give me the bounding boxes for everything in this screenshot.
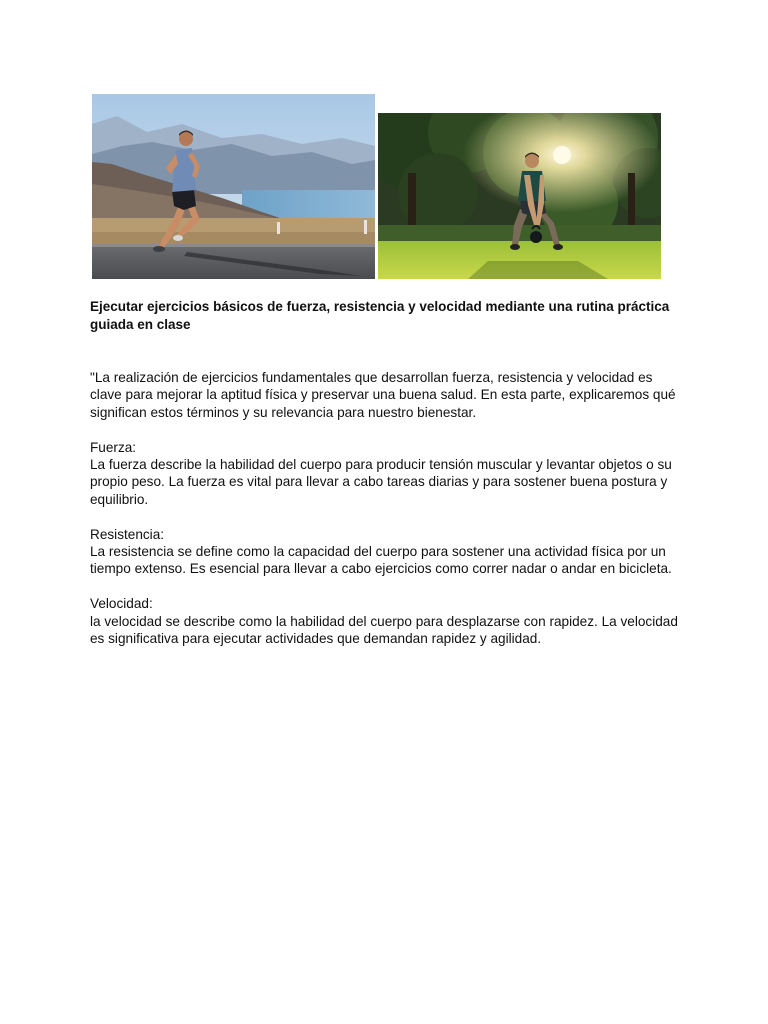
section-heading: Velocidad:	[90, 596, 153, 612]
kettlebell-photo	[378, 113, 661, 279]
document-title: Ejecutar ejercicios básicos de fuerza, resistencia y velocidad mediante una rutina práctica guiada en clase	[90, 299, 670, 332]
section-fuerza	[90, 439, 685, 509]
intro-paragraph: "La realización de ejercicios fundamentales que desarrollan fuerza, resistencia y velocidad es clave para mejorar la aptitud física y preservar una buena salud. En esta parte, explicaremos qué significan estos términos y su relevancia para nuestro bienestar.	[90, 370, 676, 420]
section-resistencia	[90, 526, 685, 578]
section-velocidad	[90, 595, 685, 647]
section-text: La fuerza describe la habilidad del cuerpo para producir tensión muscular y levantar objetos o su propio peso. La fuerza es vital para llevar a cabo tareas diarias y para sostener buena postura y equilibrio.	[90, 457, 672, 507]
document-body	[90, 369, 685, 665]
section-text: La resistencia se define como la capacidad del cuerpo para sostener una actividad física por un tiempo extenso. Es esencial para llevar a cabo ejercicios como correr nadar o andar en bicicleta.	[90, 544, 672, 577]
section-heading: Resistencia:	[90, 526, 165, 542]
section-heading: Fuerza:	[90, 439, 137, 455]
section-text: la velocidad se describe como la habilidad del cuerpo para desplazarse con rapidez. La velocidad es significativa para ejecutar actividades que demandan rapidez y agilidad.	[90, 613, 678, 647]
runner-photo	[92, 94, 375, 279]
